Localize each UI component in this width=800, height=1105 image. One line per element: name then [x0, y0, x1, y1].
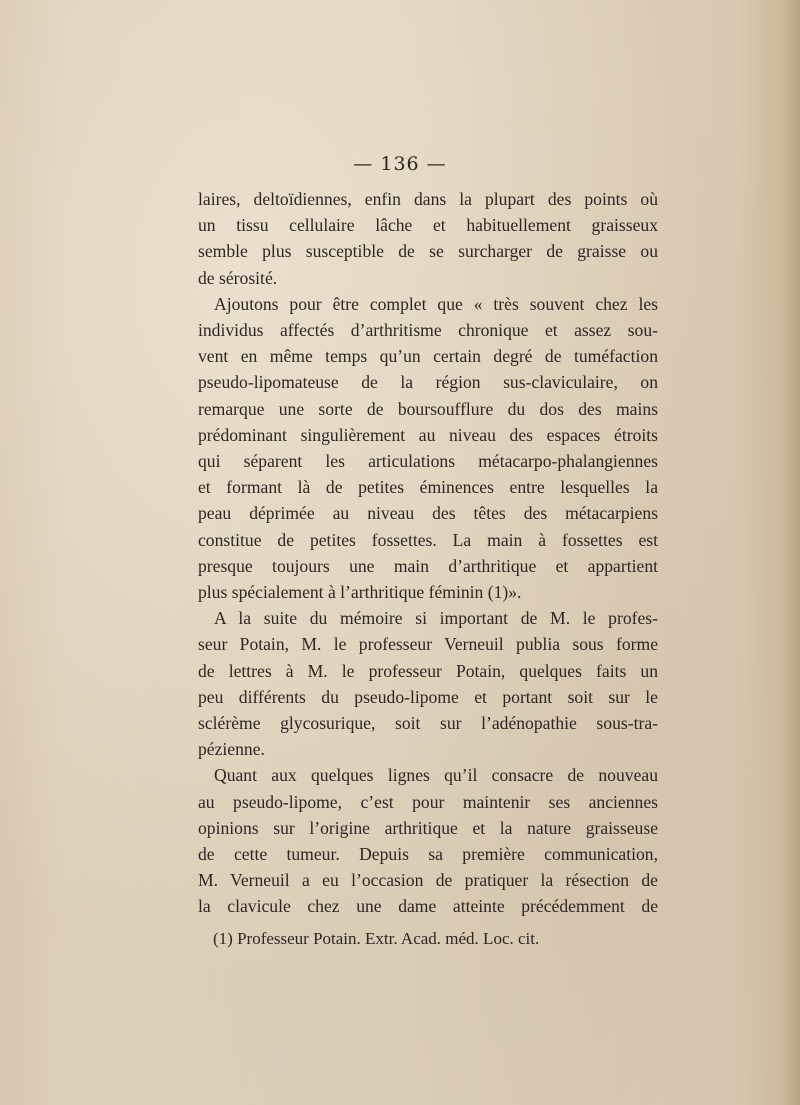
body-text — [198, 186, 658, 920]
text-line: peau déprimée au niveau des têtes des métacarpiens — [198, 503, 658, 524]
text-line: plus spécialement à l’arthritique féminin (1)». — [198, 582, 522, 603]
text-line: M. Verneuil a eu l’occasion de pratiquer la résection de — [198, 870, 658, 891]
text-line: de lettres à M. le professeur Potain, quelques faits un — [198, 660, 658, 681]
text-line: constitue de petites fossettes. La main à fossettes est — [198, 529, 658, 550]
text-line: qui séparent les articulations métacarpo-phalangiennes — [198, 451, 658, 472]
text-line: presque toujours une main d’arthritique et appartient — [198, 555, 658, 576]
text-line: un tissu cellulaire lâche et habituellement graisseux — [198, 215, 658, 236]
text-line: individus affectés d’arthritisme chronique et assez sou- — [198, 320, 658, 341]
text-line: pseudo-lipomateuse de la région sus-claviculaire, on — [198, 372, 658, 393]
text-line: Ajoutons pour être complet que « très souvent chez les — [214, 293, 658, 314]
text-line: laires, deltoïdiennes, enfin dans la plupart des points où — [198, 189, 658, 209]
text-line: au pseudo-lipome, c’est pour maintenir ses anciennes — [198, 791, 658, 812]
text-line: la clavicule chez une dame atteinte précédemment de — [198, 896, 658, 917]
text-line: peu différents du pseudo-lipome et portant soit sur le — [198, 686, 658, 707]
page-number: — 136 — — [353, 153, 447, 175]
text-line: pézienne. — [198, 739, 265, 760]
text-line: A la suite du mémoire si important de M. le profes- — [214, 608, 658, 629]
text-line: vent en même temps qu’un certain degré de tuméfaction — [198, 346, 658, 367]
text-line: prédominant singulièrement au niveau des espaces étroits — [198, 424, 658, 445]
text-line: sclérème glycosurique, soit sur l’adénopathie sous-tra- — [198, 713, 658, 734]
text-line: seur Potain, M. le professeur Verneuil publia sous forme — [198, 634, 658, 655]
text-line: de sérosité. — [198, 267, 278, 288]
text-line: et formant là de petites éminences entre lesquelles la — [198, 477, 658, 498]
text-line: semble plus susceptible de se surcharger de graisse ou — [198, 241, 658, 262]
text-line: Quant aux quelques lignes qu’il consacre de nouveau — [214, 765, 658, 786]
text-line: opinions sur l’origine arthritique et la nature graisseuse — [198, 817, 658, 838]
text-line: de cette tumeur. Depuis sa première communication, — [198, 844, 658, 865]
footnote: (1) Professeur Potain. Extr. Acad. méd. Loc. cit. — [213, 929, 540, 948]
text-line: remarque une sorte de boursoufflure du dos des mains — [198, 398, 658, 419]
